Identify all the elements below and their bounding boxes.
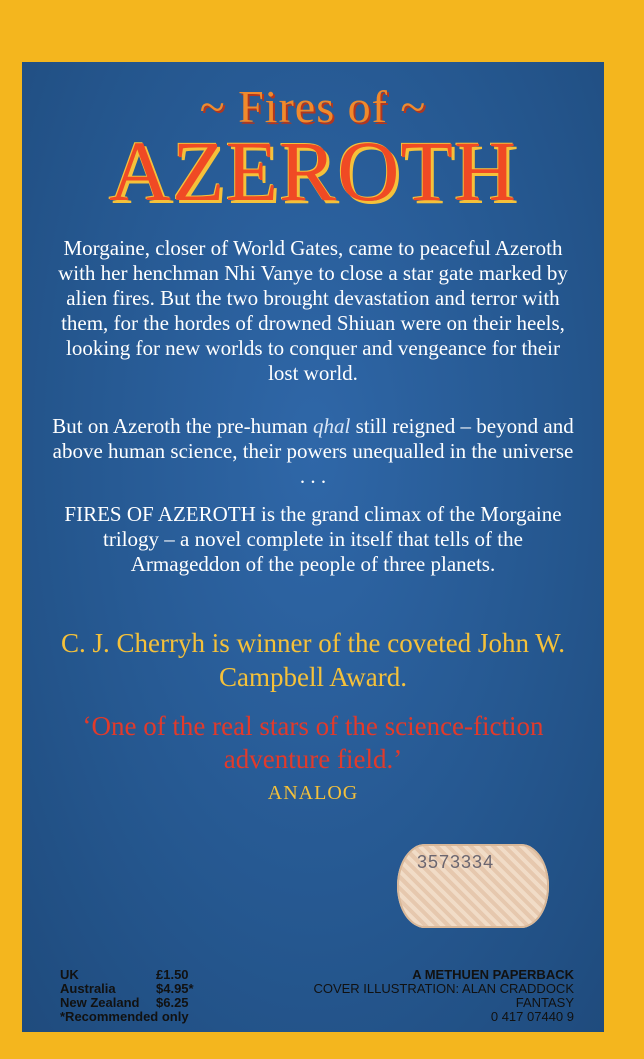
price-value: $4.95* — [156, 981, 194, 996]
isbn: 0 417 07440 9 — [490, 1009, 574, 1024]
price-row — [60, 982, 206, 996]
title-line-big: AZEROTH — [108, 123, 518, 219]
quote-source: ANALOG — [267, 782, 359, 804]
price-value: £1.50 — [156, 967, 189, 982]
review-quote: ‘One of the real stars of the science-fiction adventure field.’ — [82, 711, 544, 774]
award-statement: C. J. Cherryh is winner of the coveted John W. Campbell Award. — [61, 628, 565, 692]
cover-credit: COVER ILLUSTRATION: ALAN CRADDOCK — [313, 981, 574, 996]
blurb-p2-end: still reigned – beyond and above human science, their powers unequalled in the universe . . . — [52, 414, 574, 488]
blurb-p2-italic: qhal — [312, 414, 351, 438]
blurb-paragraph-3: FIRES OF AZEROTH is the grand climax of the Morgaine trilogy – a novel complete in itself that tells of the Armageddon of the people of three planets. — [64, 502, 562, 576]
blurb-p2-start: But on Azeroth the pre-human — [52, 414, 313, 438]
price-row — [60, 968, 206, 982]
back-cover — [22, 62, 604, 1032]
genre-label: FANTASY — [515, 995, 574, 1010]
blurb-paragraph-2 — [52, 414, 574, 489]
blurb-paragraph-1: Morgaine, closer of World Gates, came to peaceful Azeroth with her henchman Nhi Vanye to close a star gate marked by alien fires. But the two brought devastation and terror with them, for the hordes of drowned Shiuan were on their heels, looking for new worlds to conquer and vengeance for their lost world. — [58, 236, 568, 385]
price-list — [60, 968, 206, 1024]
price-row — [60, 996, 206, 1010]
price-country: Australia — [60, 981, 116, 996]
price-sticker — [397, 844, 549, 928]
price-country: UK — [60, 967, 79, 982]
price-country: New Zealand — [60, 995, 140, 1010]
price-note: *Recommended only — [60, 1009, 189, 1024]
publisher-name: A METHUEN PAPERBACK — [412, 967, 574, 982]
price-value: $6.25 — [156, 995, 189, 1010]
sticker-number: 3573334 — [417, 852, 495, 872]
title-line-small: ~ Fires of ~ — [199, 81, 427, 132]
publisher-info — [313, 968, 574, 1024]
